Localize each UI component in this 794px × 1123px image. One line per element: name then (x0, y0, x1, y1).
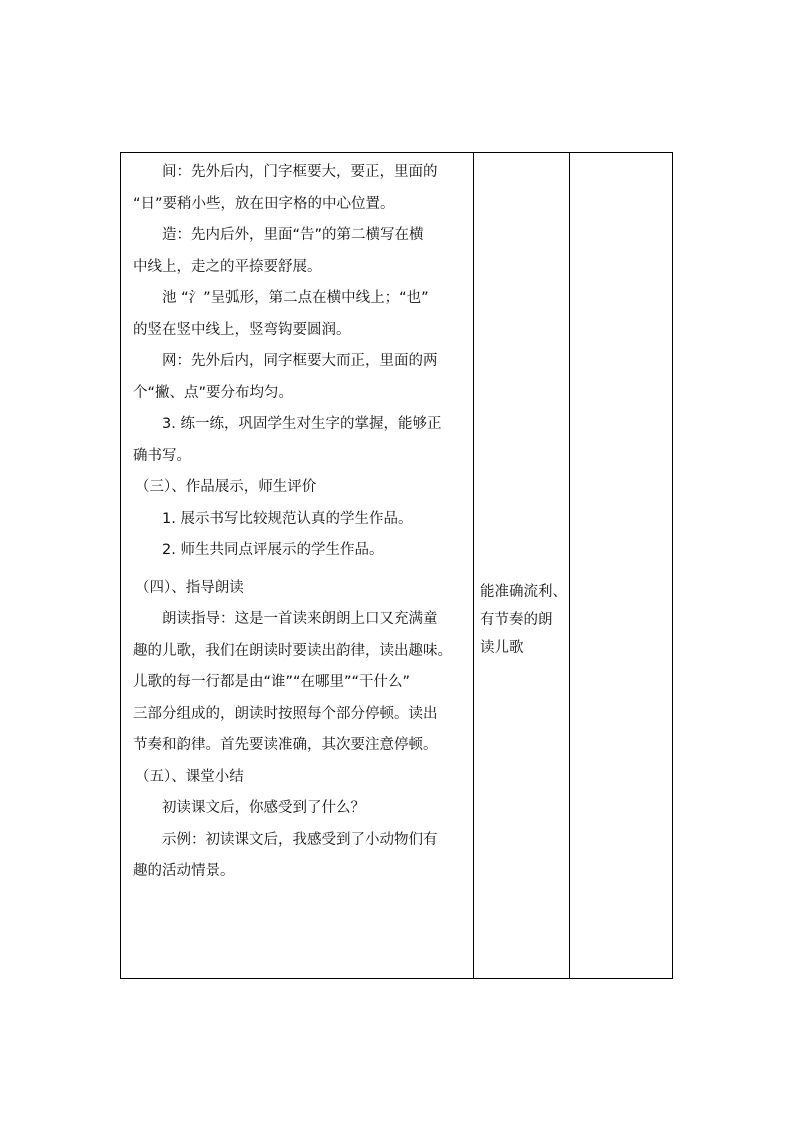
goal-line: 能准确流利、 (480, 584, 567, 600)
content-line: 网：先外后内，同字框要大而正，里面的两 (162, 353, 438, 369)
section-heading: （三）、作品展示，师生评价 (135, 479, 317, 495)
content-line: 造：先内后外，里面“告”的第二横写在横 (162, 227, 424, 243)
content-line: 初读课文后，你感受到了什么？ (162, 800, 365, 816)
content-line: 中线上，走之的平捺要舒展。 (133, 258, 322, 275)
content-line: 的竖在竖中线上，竖弯钩要圆润。 (133, 321, 351, 338)
content-line: 池 “氵”呈弧形，第二点在横中线上；“也” (162, 290, 429, 306)
content-line: 确书写。 (133, 447, 191, 464)
content-line: 1. 展示书写比较规范认真的学生作品。 (162, 510, 413, 527)
content-line: 示例：初读课文后，我感受到了小动物们有 (162, 831, 438, 848)
section-heading: （五）、课堂小结 (135, 768, 244, 785)
content-line: 间：先外后内，门字框要大，要正，里面的 (162, 164, 438, 180)
column-divider (569, 153, 570, 978)
content-line: 3. 练一练，巩固学生对生字的掌握，能够正 (162, 416, 442, 432)
content-line: 趣的活动情景。 (133, 863, 235, 879)
goal-line: 有节奏的朗 (480, 612, 553, 628)
content-line: “日”要稍小些，放在田字格的中心位置。 (133, 195, 395, 212)
section-heading: （四）、指导朗读 (135, 579, 244, 596)
content-line: 朗读指导：这是一首读来朗朗上口又充满童 (162, 611, 438, 627)
content-line: 趣的儿歌，我们在朗读时要读出韵律，读出趣味。 (133, 642, 452, 659)
lesson-table (120, 152, 673, 979)
content-line: 三部分组成的，朗读时按照每个部分停顿。读出 (133, 705, 438, 722)
content-line: 儿歌的每一行都是由“谁”“在哪里”“干什么” (133, 674, 411, 690)
content-line: 2. 师生共同点评展示的学生作品。 (162, 542, 384, 558)
content-line: 节奏和韵律。首先要读准确，其次要注意停顿。 (133, 737, 438, 753)
teaching-goal-cell (480, 578, 572, 662)
goal-line: 读儿歌 (480, 640, 524, 656)
teaching-content-cell (133, 157, 478, 888)
content-line: 个“撇、点”要分布均匀。 (133, 384, 294, 401)
